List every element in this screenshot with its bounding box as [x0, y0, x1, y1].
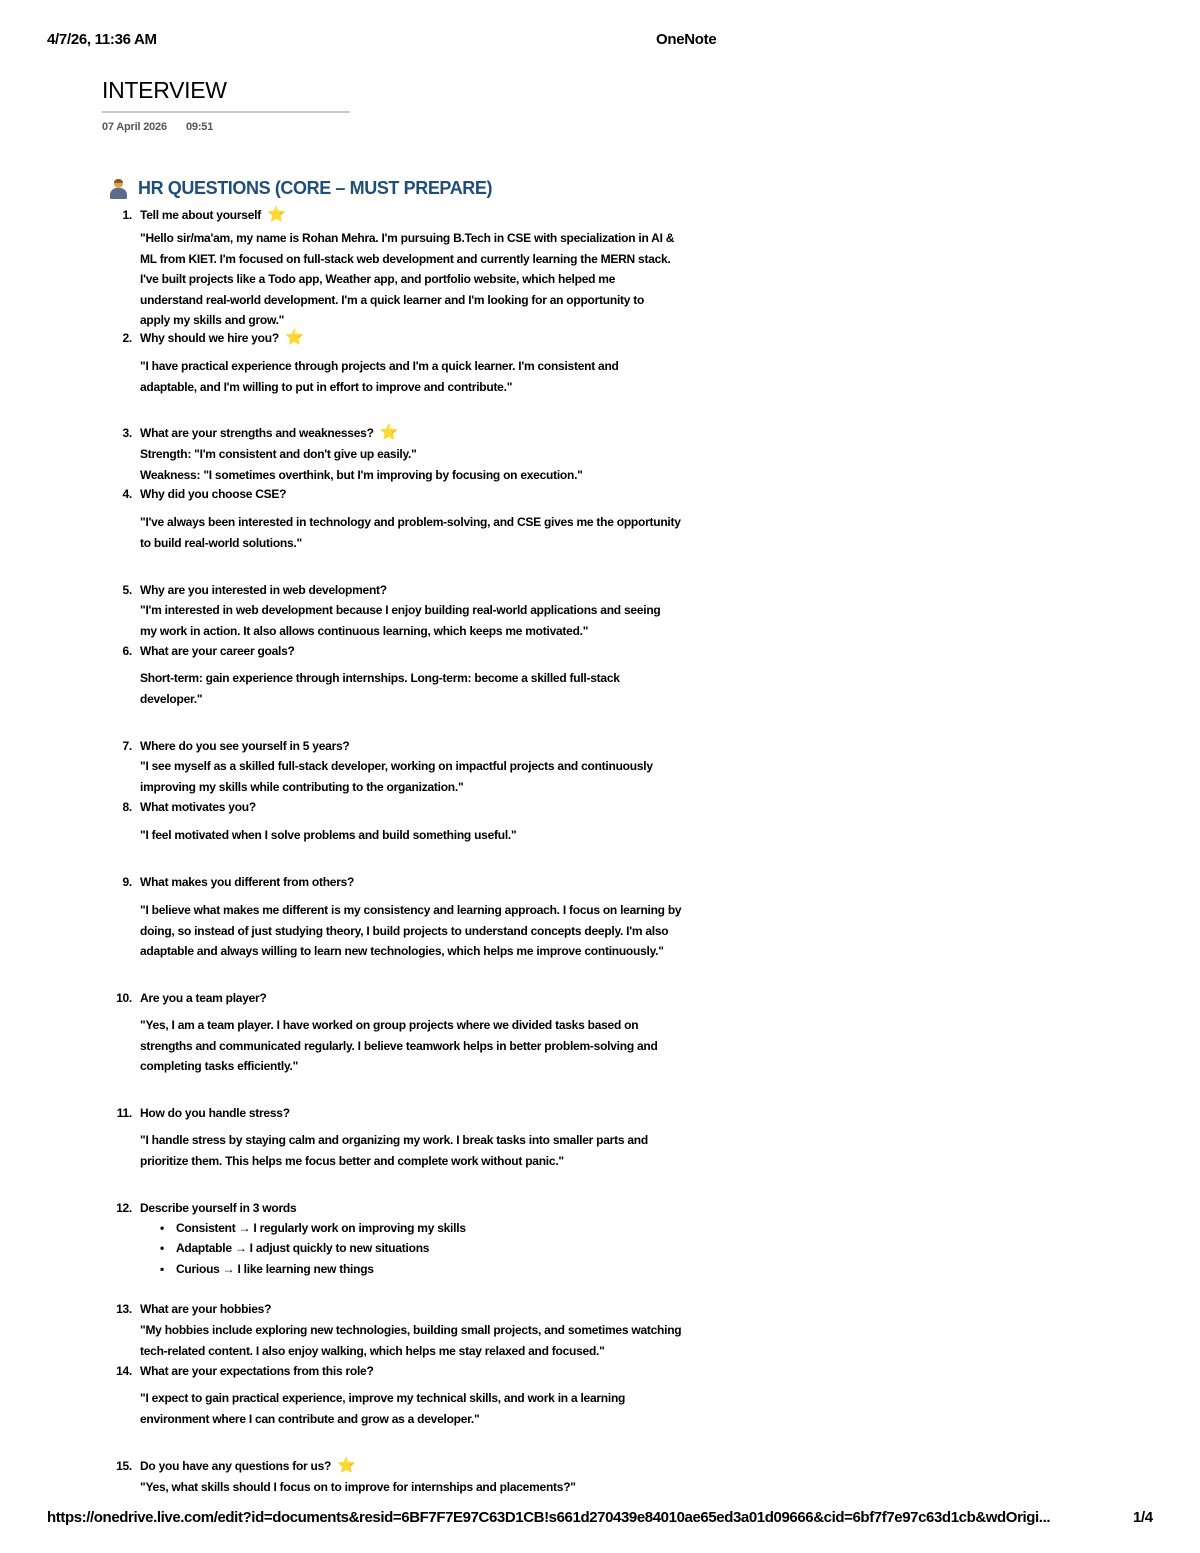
- question-text: What motivates you?: [140, 800, 256, 814]
- answer-text: "I see myself as a skilled full-stack developer, working on impactful projects and continuously improving my skills while contributing to the organization.": [140, 759, 653, 794]
- print-url: https://onedrive.live.com/edit?id=documents&resid=6BF7F7E97C63D1CB!s661d270439e84010ae65ed3a01d09666&cid=6bf7f7e97c63d1cb&wdOrigi...: [47, 1509, 1051, 1526]
- answer-text: "I'm interested in web development because I enjoy building real-world applications and seeing my work in action. It also allows continuous learning, which keeps me motivated.": [140, 603, 661, 638]
- answer-text: "Yes, I am a team player. I have worked on group projects where we divided tasks based on strengths and communicated regularly. I believe teamwork helps in better problem-solving and completing tasks efficiently.": [140, 1018, 658, 1073]
- question-text: Why did you choose CSE?: [140, 487, 287, 501]
- star-icon: ⭐: [379, 424, 399, 441]
- question-text: Do you have any questions for us? ⭐: [140, 1457, 356, 1474]
- page-title: INTERVIEW: [102, 77, 227, 103]
- star-icon: ⭐: [266, 206, 286, 223]
- page-time: 09:51: [186, 121, 214, 133]
- question-text: Tell me about yourself ⭐: [140, 206, 286, 223]
- question-text: How do you handle stress?: [140, 1106, 290, 1120]
- list-item: • Consistent → I regularly work on improving my skills: [160, 1221, 466, 1235]
- answer-text: "I handle stress by staying calm and organizing my work. I break tasks into smaller parts and prioritize them. This helps me focus better and complete work without panic.": [140, 1133, 648, 1168]
- answer-text: Strength: "I'm consistent and don't give up easily." Weakness: "I sometimes overthink, but I'm improving by focusing on execution.": [140, 447, 583, 482]
- star-icon: ⭐: [337, 1457, 356, 1474]
- title-divider: [102, 111, 350, 113]
- person-icon: [108, 179, 128, 199]
- question-text: What are your expectations from this role?: [140, 1364, 374, 1378]
- answer-text: Short-term: gain experience through internships. Long-term: become a skilled full-stack developer.": [140, 671, 620, 706]
- page-date: 07 April 2026: [102, 121, 167, 133]
- list-item: ▪ Curious → I like learning new things: [160, 1262, 374, 1276]
- question-text: Where do you see yourself in 5 years?: [140, 739, 350, 753]
- question-text: What are your hobbies?: [140, 1302, 272, 1316]
- answer-text: "Yes, what skills should I focus on to improve for internships and placements?": [140, 1480, 576, 1494]
- section-heading: [108, 178, 492, 199]
- question-text: Are you a team player?: [140, 991, 267, 1005]
- question-text: Why should we hire you? ⭐: [140, 329, 304, 346]
- list-item: • Adaptable → I adjust quickly to new situations: [160, 1241, 430, 1255]
- section-heading-text: HR QUESTIONS (CORE – MUST PREPARE): [138, 178, 493, 198]
- question-text: What are your career goals?: [140, 644, 295, 658]
- answer-text: "Hello sir/ma'am, my name is Rohan Mehra. I'm pursuing B.Tech in CSE with specialization in AI & ML from KIET. I'm focused on full-stack web development and currently learning the MERN stack. I've built projects like a Todo app, Weather app, and portfolio website, which helped me understand real-world development. I'm a quick learner and I'm looking for an opportunity to apply my skills and grow.": [140, 231, 675, 327]
- question-text: What makes you different from others?: [140, 875, 355, 889]
- answer-text: "I have practical experience through projects and I'm a quick learner. I'm consistent and adaptable, and I'm willing to put in effort to improve and contribute.": [140, 359, 619, 394]
- print-app-name: OneNote: [656, 31, 717, 48]
- print-datetime: 4/7/26, 11:36 AM: [47, 31, 157, 48]
- answer-text: "I expect to gain practical experience, improve my technical skills, and work in a learning environment where I can contribute and grow as a developer.": [140, 1391, 626, 1426]
- question-text: What are your strengths and weaknesses? ⭐: [140, 424, 399, 441]
- question-text: Describe yourself in 3 words: [140, 1201, 297, 1215]
- page-number: 1/4: [1133, 1509, 1153, 1526]
- answer-text: "I've always been interested in technology and problem-solving, and CSE gives me the opportunity to build real-world solutions.": [140, 515, 681, 550]
- answer-text: "I believe what makes me different is my consistency and learning approach. I focus on learning by doing, so instead of just studying theory, I build projects to understand concepts deeply. I'm also adaptable and always willing to learn new technologies, which helps me improve continuously.": [140, 903, 682, 958]
- star-icon: ⭐: [284, 329, 304, 346]
- question-text: Why are you interested in web development?: [140, 583, 387, 597]
- answer-text: "My hobbies include exploring new technologies, building small projects, and sometimes watching tech-related content. I also enjoy walking, which helps me stay relaxed and focused.": [140, 1323, 682, 1358]
- answer-text: "I feel motivated when I solve problems and build something useful.": [140, 828, 517, 842]
